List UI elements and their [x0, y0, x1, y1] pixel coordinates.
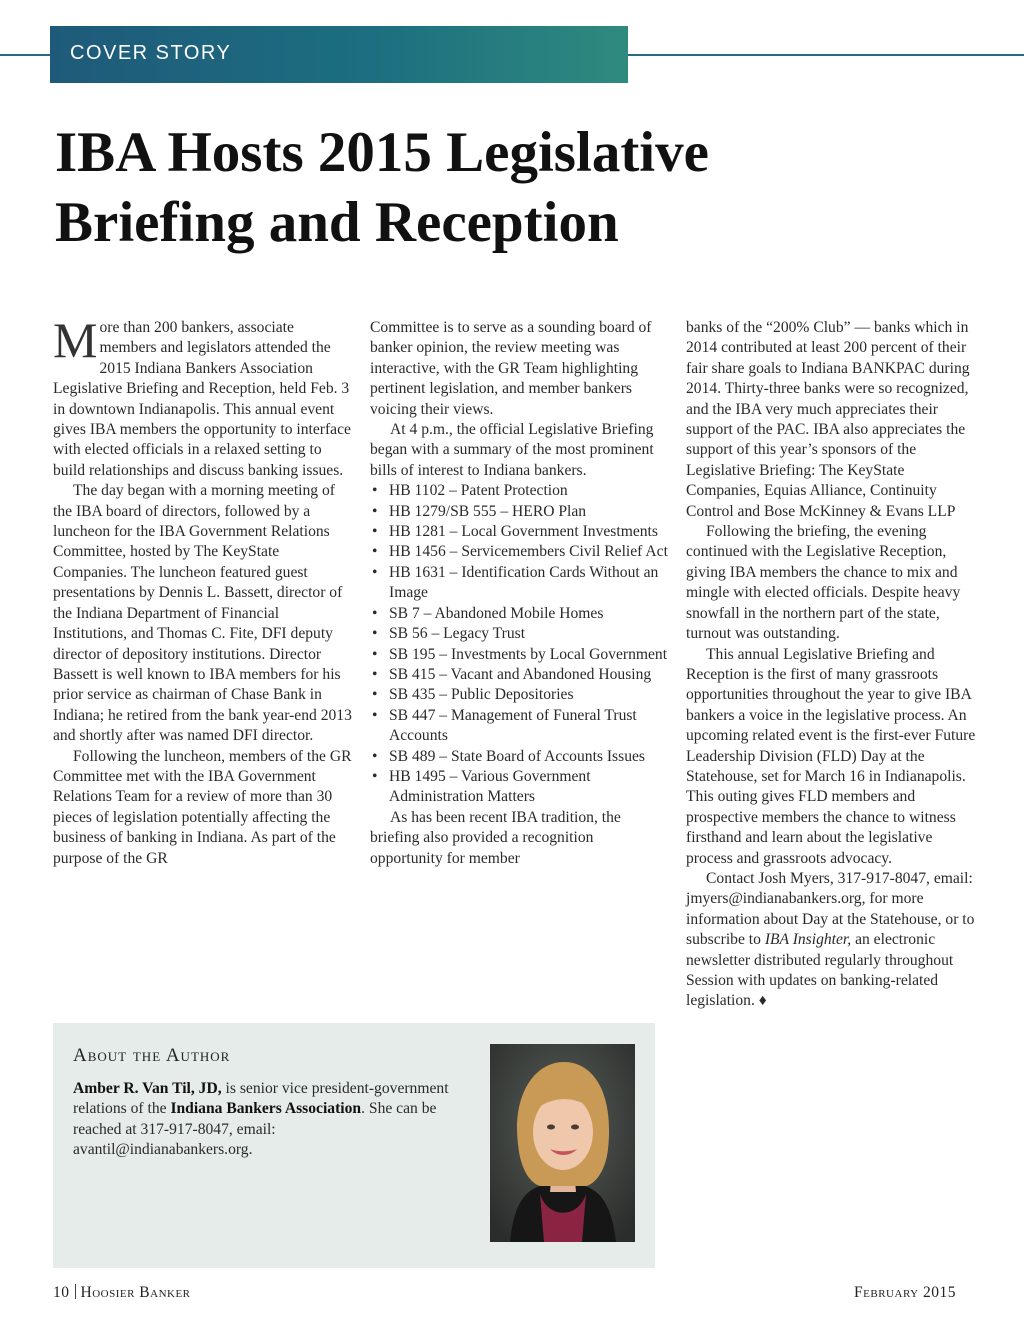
footer-left [53, 1284, 191, 1302]
section-banner [50, 26, 628, 83]
paragraph: The day began with a morning meeting of the IBA board of directors, followed by a luncheon for the IBA Government Relations Committee, hosted by The KeyState Companies. The luncheon featured guest presentations by Dennis L. Bassett, director of the Indiana Department of Financial Institutions, and Thomas C. Fite, DFI deputy director of depository institutions. Director Bassett is well known to IBA members for his prior service as chairman of Chase Bank in Indiana; he retired from the bank year-end 2013 and shortly after was named DFI director. [53, 482, 352, 745]
author-org: Indiana Bankers Association [170, 1100, 362, 1118]
author-photo [490, 1044, 635, 1242]
bill-item: • SB 435 – Public Depositories [370, 685, 670, 705]
page-number: 10 [53, 1284, 70, 1301]
about-author-text [73, 1079, 453, 1161]
newsletter-name: IBA Insighter, [764, 931, 852, 949]
article-column-2 [370, 318, 670, 869]
paragraph: This annual Legislative Briefing and Reception is the first of many grassroots opportunities throughout the year to give IBA bankers a voice in the legislative process. An upcoming related event is the first-ever Future Leadership Division (FLD) Day at the Statehouse, set for March 16 in Indianapolis. This outing gives FLD members and prospective members the chance to witness firsthand and learn about the legislative process and grassroots advocacy. [686, 645, 976, 867]
about-author-box [53, 1023, 655, 1268]
about-author-heading: About the Author [73, 1045, 231, 1066]
end-mark-icon: ♦ [758, 992, 767, 1010]
paragraph-text: ore than 200 bankers, associate members and legislators attended the 2015 Indiana Bankers Association Legislative Briefing and Reception, held Feb. 3 in downtown Indianapolis. This annual event gives IBA members the opportunity to interface with elected officials in a relaxed setting to build relationships and discuss banking issues. [53, 319, 351, 479]
publication-name: Hoosier Banker [80, 1284, 191, 1301]
bill-item: • HB 1456 – Servicemembers Civil Relief Act [370, 542, 670, 562]
section-label: COVER STORY [70, 42, 232, 64]
paragraph: Committee is to serve as a sounding board of banker opinion, the review meeting was interactive, with the GR Team highlighting pertinent legislation, and member bankers voicing their views. [370, 319, 652, 418]
bill-item: • HB 1279/SB 555 – HERO Plan [370, 502, 670, 522]
bill-item: • SB 447 – Management of Funeral Trust Accounts [370, 706, 670, 747]
contact-text: Contact Josh Myers, 317-917-8047, email: jmyers@indianabankers.org, for more information about Day at the Statehouse, or to subscribe to [686, 869, 975, 949]
author-name: Amber R. Van Til, JD, [73, 1080, 222, 1097]
paragraph: As has been recent IBA tradition, the briefing also provided a recognition opportunity for member [370, 808, 621, 867]
paragraph: Following the briefing, the evening continued with the Legislative Reception, giving IBA members the chance to mix and mingle with elected officials. Despite heavy snowfall in the northern part of the state, turnout was outstanding. [686, 523, 961, 643]
article-column-1 [53, 312, 353, 869]
bill-item: • SB 7 – Abandoned Mobile Homes [370, 604, 670, 624]
paragraph: At 4 p.m., the official Legislative Briefing began with a summary of the most prominent bills of interest to Indiana bankers. [370, 421, 654, 479]
bill-item: • SB 56 – Legacy Trust [370, 624, 670, 644]
article-title [55, 118, 975, 258]
bill-item: • SB 415 – Vacant and Abandoned Housing [370, 665, 670, 685]
drop-cap: M [53, 312, 98, 368]
bill-item: • HB 1631 – Identification Cards Without an Image [370, 563, 670, 604]
title-line-2: Briefing and Reception [55, 191, 619, 254]
author-portrait-icon [490, 1044, 635, 1242]
about-text: . She can be reached at 317-917-8047, email: avantil@indianabankers.org. [73, 1100, 437, 1159]
contact-paragraph [686, 869, 976, 1012]
contact-text: an electronic newsletter distributed regularly throughout Session with updates on banking-related legislation. [686, 931, 954, 1010]
bill-item: • HB 1102 – Patent Protection [370, 481, 670, 501]
paragraph: banks of the “200% Club” — banks which in 2014 contributed at least 200 percent of their fair share goals to Indiana BANKPAC during 2014. Thirty-three banks were so recognized, and the IBA very much appreciates their support of the PAC. IBA also appreciates the support of this year’s sponsors of the Legislative Briefing: The KeyState Companies, Equias Alliance, Continuity Control and Bose McKinney & Evans LLP [686, 319, 970, 520]
bill-item: • SB 489 – State Board of Accounts Issues [370, 747, 670, 767]
about-text: is senior vice president-government relations of the [73, 1080, 449, 1118]
bill-item: • HB 1495 – Various Government Administration Matters [370, 767, 670, 808]
footer-divider [75, 1284, 76, 1299]
title-line-1: IBA Hosts 2015 Legislative [55, 121, 709, 184]
paragraph [53, 312, 353, 481]
bill-list [370, 481, 670, 808]
issue-date: February 2015 [854, 1284, 956, 1301]
article-column-3 [686, 318, 976, 1012]
bill-item: • HB 1281 – Local Government Investments [370, 522, 670, 542]
bill-item: • SB 195 – Investments by Local Government [370, 645, 670, 665]
paragraph: Following the luncheon, members of the GR Committee met with the IBA Government Relations Team for a review of more than 30 pieces of legislation potentially affecting the business of banking in Indiana. As part of the purpose of the GR [53, 747, 352, 867]
